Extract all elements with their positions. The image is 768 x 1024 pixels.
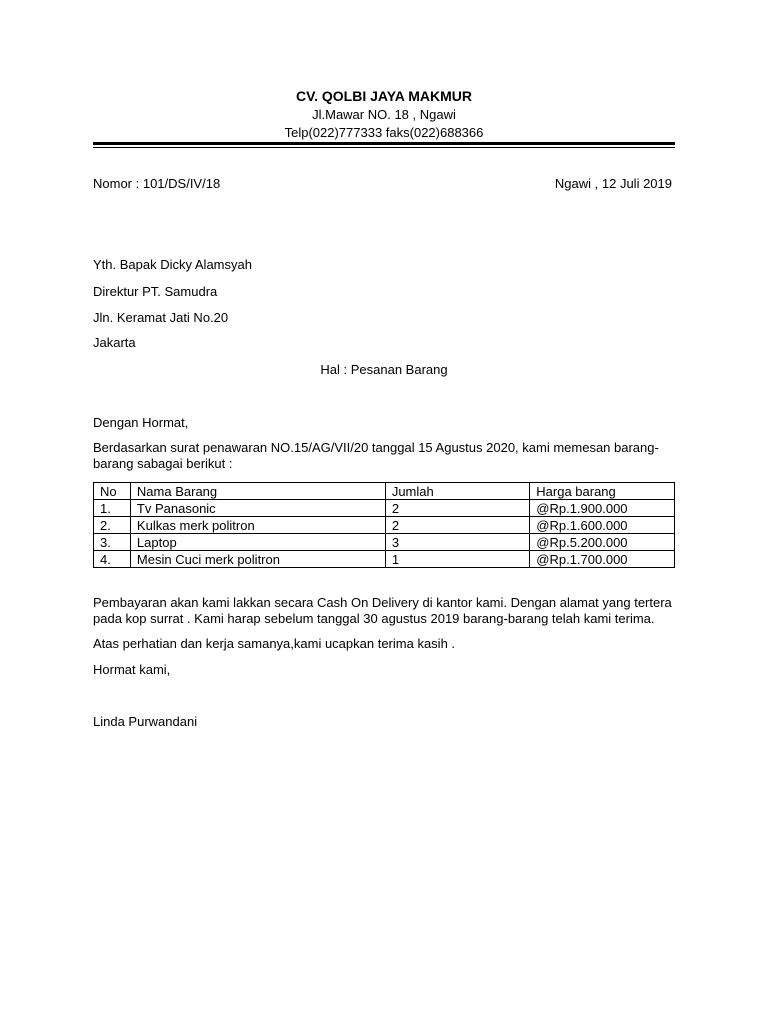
header-quantity: Jumlah — [385, 483, 529, 500]
payment-paragraph: Pembayaran akan kami lakkan secara Cash On Delivery di kantor kami. Dengan alamat yang tertera pada kop surrat . Kami harap sebelum tanggal 30 agustus 2019 barang-barang telah kami terima. — [93, 595, 672, 626]
recipient-name: Yth. Bapak Dicky Alamsyah — [93, 257, 252, 272]
cell-item-name: Tv Panasonic — [130, 500, 385, 517]
cell-item-name: Mesin Cuci merk politron — [130, 551, 385, 568]
letterhead — [0, 86, 768, 142]
company-name: CV. QOLBI JAYA MAKMUR — [295, 88, 473, 104]
letter-subject: Hal : Pesanan Barang — [320, 362, 448, 377]
closing-greeting: Hormat kami, — [93, 662, 171, 677]
cell-no: 3. — [94, 534, 131, 551]
letter-number: Nomor : 101/DS/IV/18 — [93, 176, 221, 191]
order-table — [93, 482, 675, 568]
table-row — [94, 534, 675, 551]
intro-paragraph: Berdasarkan surat penawaran NO.15/AG/VII/20 tanggal 15 Agustus 2020, kami memesan barang-barang sabagai berikut : — [93, 440, 659, 471]
recipient-title: Direktur PT. Samudra — [93, 284, 218, 299]
closing-thanks: Atas perhatian dan kerja samanya,kami ucapkan terima kasih . — [93, 636, 456, 651]
table-row — [94, 551, 675, 568]
cell-quantity: 3 — [385, 534, 529, 551]
letterhead-divider-thick — [93, 142, 675, 145]
letterhead-divider-thin — [93, 147, 675, 148]
table-row — [94, 517, 675, 534]
cell-item-name: Laptop — [130, 534, 385, 551]
cell-no: 4. — [94, 551, 131, 568]
header-item-name: Nama Barang — [130, 483, 385, 500]
cell-no: 1. — [94, 500, 131, 517]
cell-quantity: 1 — [385, 551, 529, 568]
company-address: Jl.Mawar NO. 18 , Ngawi — [312, 107, 456, 122]
cell-price: @Rp.5.200.000 — [530, 534, 675, 551]
cell-quantity: 2 — [385, 517, 529, 534]
recipient-city: Jakarta — [93, 335, 136, 350]
table-row — [94, 500, 675, 517]
cell-item-name: Kulkas merk politron — [130, 517, 385, 534]
signatory-name: Linda Purwandani — [93, 714, 198, 729]
header-no: No — [94, 483, 131, 500]
table-header-row — [94, 483, 675, 500]
letter-place-date: Ngawi , 12 Juli 2019 — [554, 176, 672, 191]
cell-price: @Rp.1.900.000 — [530, 500, 675, 517]
recipient-street: Jln. Keramat Jati No.20 — [93, 310, 229, 325]
cell-quantity: 2 — [385, 500, 529, 517]
header-price: Harga barang — [530, 483, 675, 500]
cell-no: 2. — [94, 517, 131, 534]
company-contact: Telp(022)777333 faks(022)688366 — [284, 125, 484, 140]
cell-price: @Rp.1.600.000 — [530, 517, 675, 534]
cell-price: @Rp.1.700.000 — [530, 551, 675, 568]
salutation: Dengan Hormat, — [93, 415, 189, 430]
